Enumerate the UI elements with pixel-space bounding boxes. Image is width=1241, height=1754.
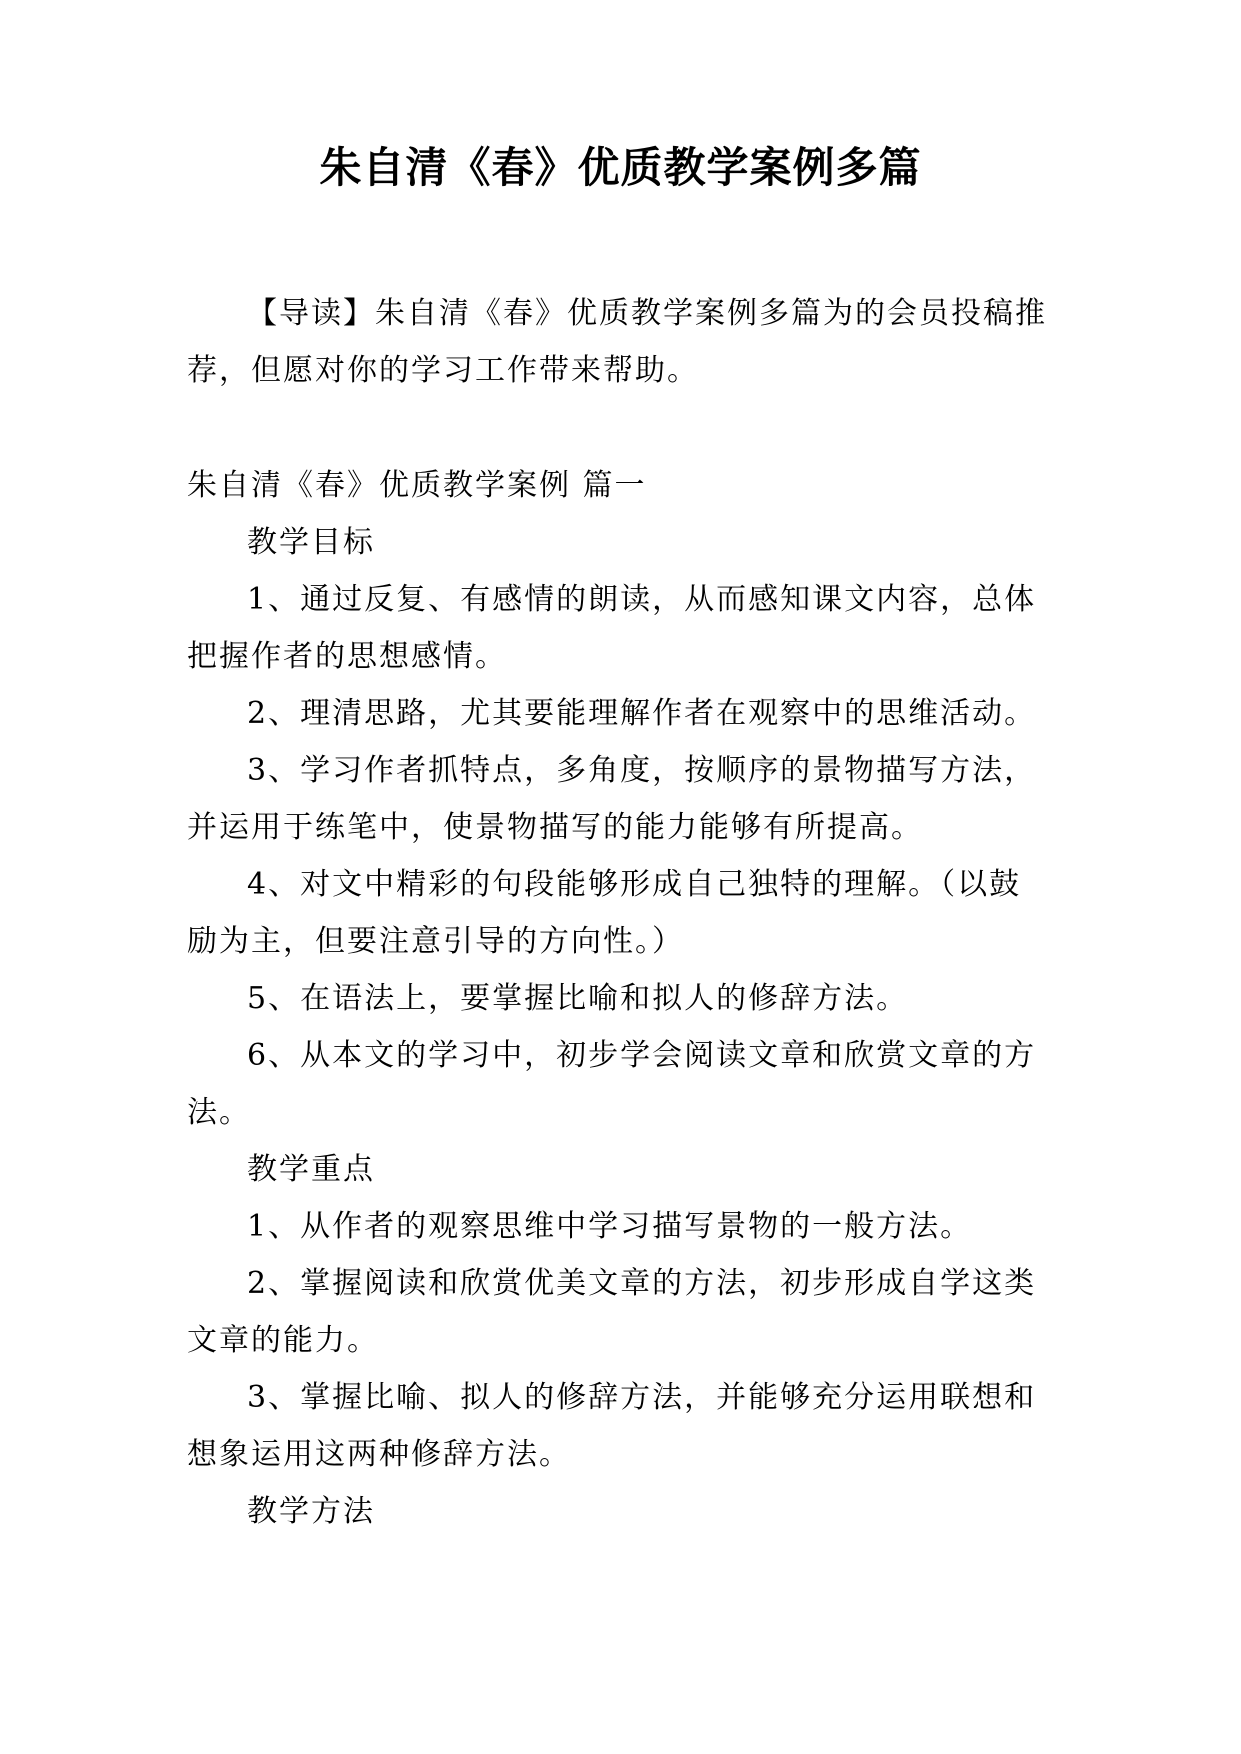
- subheading-teaching-focus: 教学重点: [247, 1152, 375, 1187]
- list-item: 2、理清思路，尤其要能理解作者在观察中的思维活动。: [247, 696, 1037, 731]
- list-item: 1、从作者的观察思维中学习描写景物的一般方法。: [247, 1209, 973, 1244]
- list-item: 2、掌握阅读和欣赏优美文章的方法，初步形成自学这类文章的能力。: [187, 1266, 1037, 1358]
- subheading-teaching-method: 教学方法: [247, 1494, 375, 1529]
- list-item: 4、对文中精彩的句段能够形成自己独特的理解。（以鼓励为主，但要注意引导的方向性。）: [187, 867, 1022, 959]
- list-item: 3、掌握比喻、拟人的修辞方法，并能够充分运用联想和想象运用这两种修辞方法。: [187, 1380, 1037, 1472]
- subheading-teaching-goals: 教学目标: [247, 525, 375, 560]
- document-body: [187, 285, 1047, 1540]
- list-item: 5、在语法上，要掌握比喻和拟人的修辞方法。: [247, 981, 909, 1016]
- list-item: 1、通过反复、有感情的朗读，从而感知课文内容，总体把握作者的思想感情。: [187, 582, 1037, 674]
- intro-paragraph: 【导读】朱自清《春》优质教学案例多篇为的会员投稿推荐，但愿对你的学习工作带来帮助。: [187, 296, 1047, 388]
- section-heading: 朱自清《春》优质教学案例 篇一: [187, 468, 647, 503]
- list-item: 6、从本文的学习中，初步学会阅读文章和欣赏文章的方法。: [187, 1038, 1037, 1130]
- list-item: 3、学习作者抓特点，多角度，按顺序的景物描写方法，并运用于练笔中，使景物描写的能力能够有所提高。: [187, 753, 1037, 845]
- document-title: 朱自清《春》优质教学案例多篇: [319, 143, 922, 192]
